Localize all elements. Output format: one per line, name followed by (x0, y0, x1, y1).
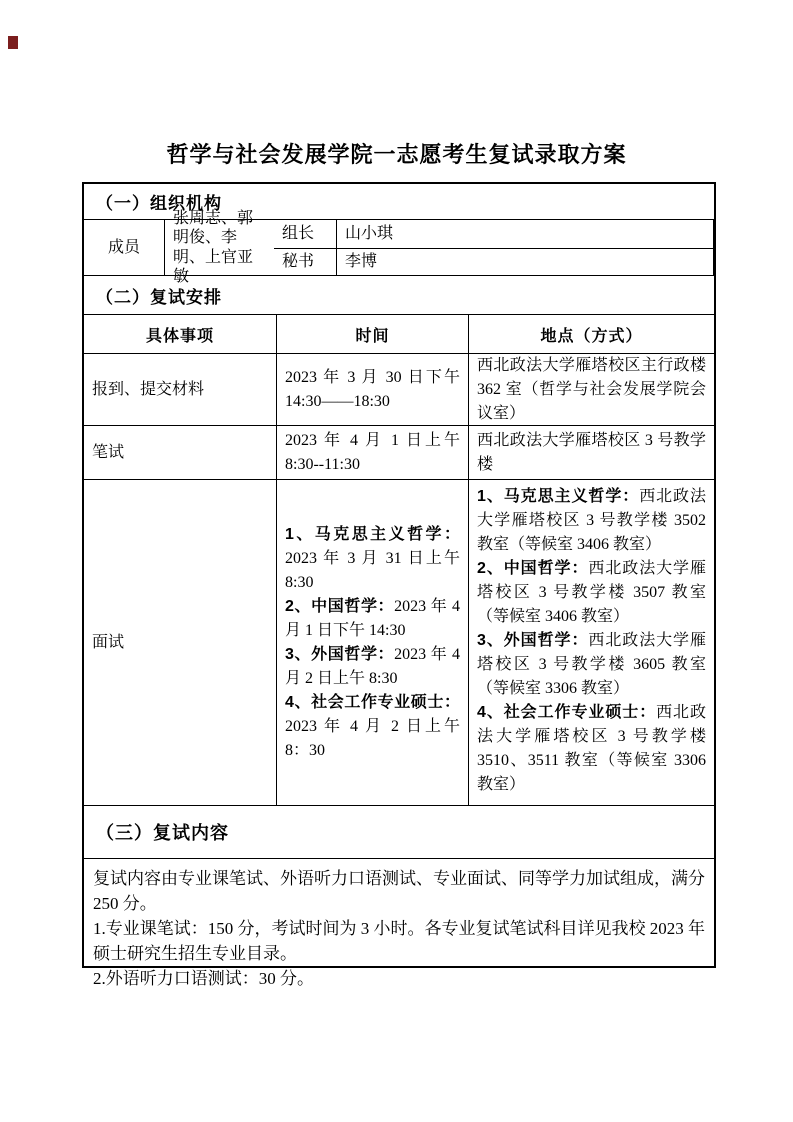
written-place-text: 西北政法大学雁塔校区 3 号教学楼 (477, 431, 706, 473)
interview-place-text: 西北政法大学雁塔校区 3 号教学楼 3605 教室（等候室 3306 教室） (477, 632, 706, 697)
organization-grid (84, 210, 714, 285)
interview-place-item (477, 701, 706, 797)
interview-time-label: 3、外国哲学： (285, 645, 395, 663)
checkin-place-text: 西北政法大学雁塔校区主行政楼 362 室（哲学与社会发展学院会议室） (477, 356, 706, 422)
content-paragraph: 复试内容由专业课笔试、外语听力口语测试、专业面试、同等学力加试组成，满分 250 分。 (93, 869, 705, 913)
leader-name-cell: 山小琪 (337, 220, 714, 249)
content-block (84, 859, 714, 991)
interview-time-text: 2023 年 4 月 2 日上午 8：30 (285, 717, 460, 759)
secretary-label-cell: 秘书 (274, 249, 337, 275)
column-header-item: 具体事项 (84, 315, 277, 354)
interview-time-item (285, 595, 460, 643)
interview-time-label: 2、中国哲学： (285, 597, 395, 615)
schedule-grid (84, 315, 714, 806)
interview-time-item (285, 643, 460, 691)
column-header-place: 地点（方式） (469, 315, 714, 354)
checkin-time-text: 2023 年 3 月 30 日下午 14:30——18:30 (285, 368, 460, 410)
section3-heading: （三）复试内容 (84, 806, 714, 859)
checkin-item-cell: 报到、提交材料 (84, 354, 277, 426)
checkin-time-cell (277, 354, 469, 426)
written-time-cell (277, 426, 469, 480)
column-header-time: 时间 (277, 315, 469, 354)
interview-place-label: 2、中国哲学： (477, 560, 589, 577)
interview-place-label: 4、社会工作专业硕士： (477, 704, 657, 721)
interview-time-text: 2023 年 4 月 2 日上午 8:30 (285, 645, 460, 687)
interview-time-label: 4、社会工作专业硕士： (285, 693, 460, 711)
section2-heading: （二）复试安排 (84, 276, 714, 315)
written-place-cell (469, 426, 714, 480)
written-item-cell: 笔试 (84, 426, 277, 480)
corner-red-mark (8, 36, 18, 49)
interview-place-item (477, 629, 706, 701)
interview-place-label: 1、马克思主义哲学： (477, 488, 640, 505)
content-paragraph: 1.专业课笔试：150 分，考试时间为 3 小时。各专业复试笔试科目详见我校 2023 年硕士研究生招生专业目录。 (93, 919, 705, 963)
written-time-text: 2023 年 4 月 1 日上午 8:30--11:30 (285, 431, 460, 473)
interview-place-text: 西北政法大学雁塔校区 3 号教学楼 3507 教室（等候室 3406 教室） (477, 560, 706, 625)
secretary-name-cell: 李博 (337, 249, 714, 275)
interview-time-item (285, 691, 460, 763)
interview-place-label: 3、外国哲学： (477, 632, 589, 649)
main-table (82, 182, 716, 988)
page-title: 哲学与社会发展学院一志愿考生复试录取方案 (166, 142, 627, 167)
interview-place-text: 西北政法大学雁塔校区 3 号教学楼 3510、3511 教室（等候室 3306 教室） (477, 704, 706, 793)
interview-time-item (285, 523, 460, 595)
interview-place-text: 西北政法大学雁塔校区 3 号教学楼 3502 教室（等候室 3406 教室） (477, 488, 706, 553)
interview-item-cell: 面试 (84, 480, 277, 805)
members-label-cell: 成员 (84, 220, 165, 275)
interview-time-text: 2023 年 4 月 1 日下午 14:30 (285, 597, 460, 639)
checkin-place-cell (469, 354, 714, 426)
content-paragraph: 2.外语听力口语测试：30 分。 (93, 969, 314, 988)
leader-label-cell: 组长 (274, 220, 337, 249)
interview-time-label: 1、马克思主义哲学： (285, 525, 460, 543)
interview-place-cell (469, 480, 714, 805)
members-cell: 张周志、郭明俊、李明、上官亚敏 (173, 210, 254, 285)
interview-place-item (477, 485, 706, 557)
interview-time-text: 2023 年 3 月 31 日上午 8:30 (285, 549, 460, 591)
interview-place-item (477, 557, 706, 629)
section1-heading: （一）组织机构 (84, 184, 714, 220)
interview-time-cell (277, 480, 469, 805)
